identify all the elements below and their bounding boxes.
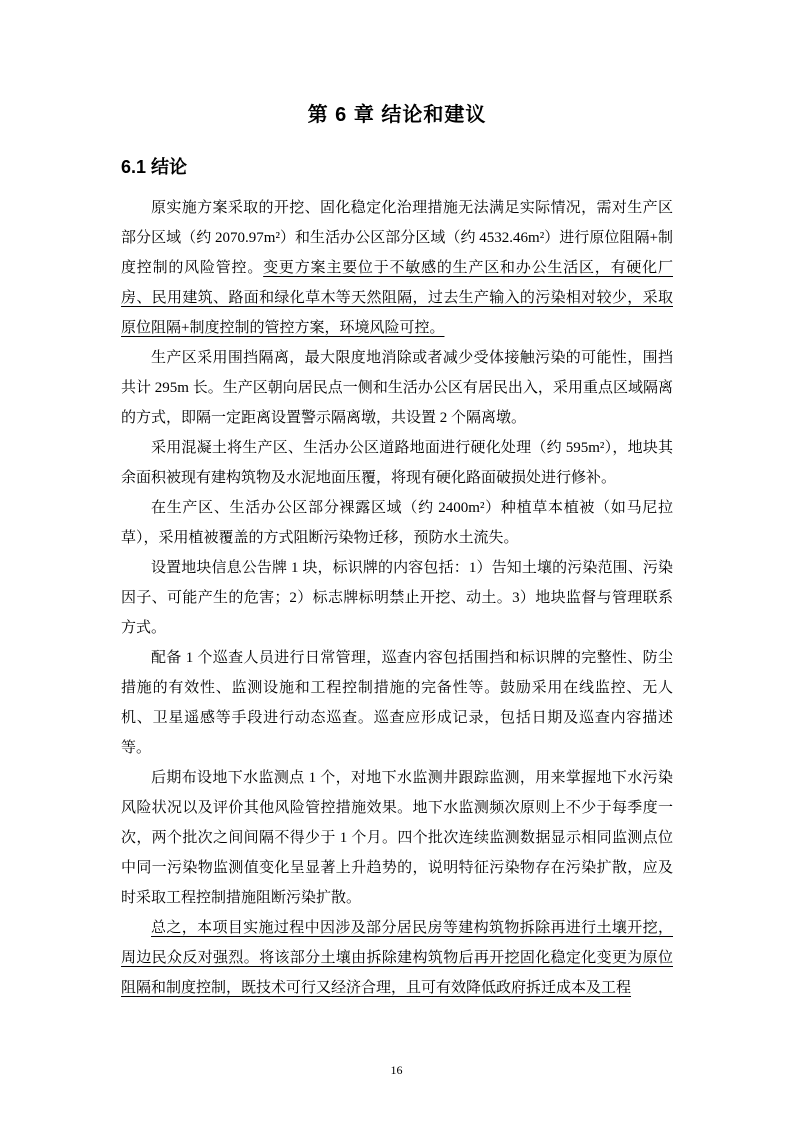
text-segment: 生产区采用围挡隔离，最大限度地消除或者减少受体接触污染的可能性，围挡共计 295m 长。生产区朝向居民点一侧和生活办公区有居民出入，采用重点区域隔离的方式，即隔一定距离设置警示隔离墩，共设置 2 个隔离墩。 (121, 350, 673, 426)
text-segment: 配备 1 个巡查人员进行日常管理，巡查内容包括围挡和标识牌的完整性、防尘措施的有效性、监测设施和工程控制措施的完备性等。鼓励采用在线监控、无人机、卫星遥感等手段进行动态巡查。巡查应形成记录，包括日期及巡查内容描述等。 (121, 650, 673, 756)
paragraph (121, 493, 673, 553)
text-segment: 后期布设地下水监测点 1 个，对地下水监测井跟踪监测，用来掌握地下水污染风险状况以及评价其他风险管控措施效果。地下水监测频次原则上不少于每季度一次，两个批次之间间隔不得少于 1 个月。四个批次连续监测数据显示相同监测点位中同一污染物监测值变化呈显著上升趋势的，说明特征污染物存在污染扩散，应及时采取工程控制措施阻断污染扩散。 (121, 770, 673, 906)
text-segment: 采用混凝土将生产区、生活办公区道路地面进行硬化处理（约 595m²），地块其余面积被现有建构筑物及水泥地面压覆，将现有硬化路面破损处进行修补。 (121, 440, 673, 486)
paragraph (121, 553, 673, 643)
paragraph (121, 433, 673, 493)
page-number: 16 (390, 1063, 403, 1077)
underlined-text-segment: 总之，本项目实施过程中因涉及部分居民房等建构筑物拆除再进行土壤开挖，周边民众反对强烈。将该部分土壤由拆除建构筑物后再开挖固化稳定化变更为原位阻隔和制度控制，既技术可行又经济合理，且可有效降低政府拆迁成本及工程 (121, 920, 673, 996)
text-segment: 设置地块信息公告牌 1 块，标识牌的内容包括：1）告知土壤的污染范围、污染因子、可能产生的危害；2）标志牌标明禁止开挖、动土。3）地块监督与管理联系方式。 (121, 560, 673, 636)
text-segment: 原实施方案采取的开挖、固化稳定化治理措施无法满足实际情况，需对生产区部分区域（约 2070.97m²）和生活办公区部分区域（约 4532.46m²）进行原位阻隔+制度控制的风险管控。 (121, 200, 673, 276)
paragraph (121, 763, 673, 913)
underlined-text-segment: 变更方案主要位于不敏感的生产区和办公生活区，有硬化厂房、民用建筑、路面和绿化草木等天然阻隔，过去生产输入的污染相对较少，采取原位阻隔+制度控制的管控方案，环境风险可控。 (121, 260, 673, 336)
paragraph (121, 193, 673, 343)
text-segment: 在生产区、生活办公区部分裸露区域（约 2400m²）种植草本植被（如马尼拉草），采用植被覆盖的方式阻断污染物迁移，预防水土流失。 (121, 500, 673, 546)
paragraph (121, 343, 673, 433)
paragraph (121, 913, 673, 1003)
paragraph (121, 643, 673, 763)
section-heading: 6.1 结论 (121, 157, 188, 177)
chapter-title: 第 6 章 结论和建议 (307, 104, 487, 126)
document-body (121, 193, 673, 1003)
